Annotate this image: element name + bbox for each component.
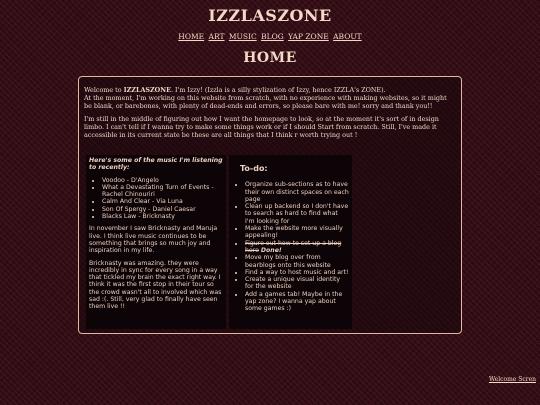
nav-link-about[interactable]: ABOUT [333,32,362,41]
nav-link-art[interactable]: ART [208,32,225,41]
todo-item: • Find a way to host music and art! [245,269,349,276]
concert-paragraph-1: In november I saw Bricknasty and Maruja live. I think live music continues to be something that brings so much joy and inspiration in my life. [89,225,218,255]
concert-paragraph-2: Bricknasty was amazing. they were incredibly in sync for every song in a way that tickled my brain the exact right way. I think it was the first stop in their tour so the crowd wasn't all to involved which was sad :(. Still, very glad to finally have seen them live !! [89,259,222,311]
welcome-rest: . I'm Izzy! (Izzla is a silly stylization of Izzy, hence IZZLA's ZONE). [170,86,386,94]
todo-item: • Organize sub-sections as to have their own distinct spaces on each page [245,181,349,203]
nav-link-yap-zone[interactable]: YAP ZONE [288,32,329,41]
intro-paragraph-1 [84,87,456,110]
todo-item: • Make the website more visually appealing! [245,225,349,240]
intro-paragraph-2: I'm still in the middle of figuring out how I want the homepage to look, so at the moment it's sort of in design limbo. I can't tell if I wanna try to make some things work or if I should Start from scratch. Still, I've made it accessible in its current state be these are all things that I think r worth trying out ! [84,115,439,139]
page-heading: HOME [243,50,297,66]
song-item: • Blacks Law - Bricknasty [102,213,223,220]
todo-item: • Add a games tab! Maybe in the yap zone? I wanna yap about some games :) [245,291,349,313]
nav-link-music[interactable]: MUSIC [228,32,257,41]
nav-link-blog[interactable]: BLOG [261,32,284,41]
todo-title: To-do: [240,164,268,173]
todo-list [232,181,349,312]
welcome-prefix: Welcome to [84,86,124,94]
song-item: • Voodoo - D'Angelo [102,177,223,184]
music-box-title: Here's some of the music I'm listening to recently: [89,157,223,172]
site-title: IZZLASZONE [208,6,332,25]
todo-box [229,155,352,329]
todo-item: • Clean up backend so I don't have to search as hard to find what I'm looking for [245,203,349,225]
main-nav [0,32,540,42]
welcome-screen-link[interactable]: Welcome Scren [488,376,536,383]
song-item: • Son Of Spergy - Daniel Caesar [102,206,223,213]
todo-item: • Move my blog over from bearblogs onto this website [245,254,349,269]
todo-item-completed [245,240,349,255]
song-item: • Calm And Clear - Via Luna [102,198,223,205]
main-content-box [78,76,462,334]
intro-text [84,87,456,146]
todo-struck-text: Figure out how to set up a blog here [245,239,342,254]
music-box [86,155,226,329]
todo-item: • Create a unique visual identity for the website [245,276,349,291]
nav-link-home[interactable]: HOME [178,32,205,41]
welcome-site-name: IZZLASZONE [123,86,171,94]
song-list [89,177,223,221]
todo-done-label: Done! [260,246,282,254]
song-item: • What a Devastating Turn of Events - Rachel Chinouriri [102,184,223,199]
intro-status-line: At the moment, I'm working on this website from scratch, with no experience with making websites, so it might be blank, or barebones, with plenty of dead-ends and errors, so please bare with me! sorry and thank you!! [84,93,447,110]
